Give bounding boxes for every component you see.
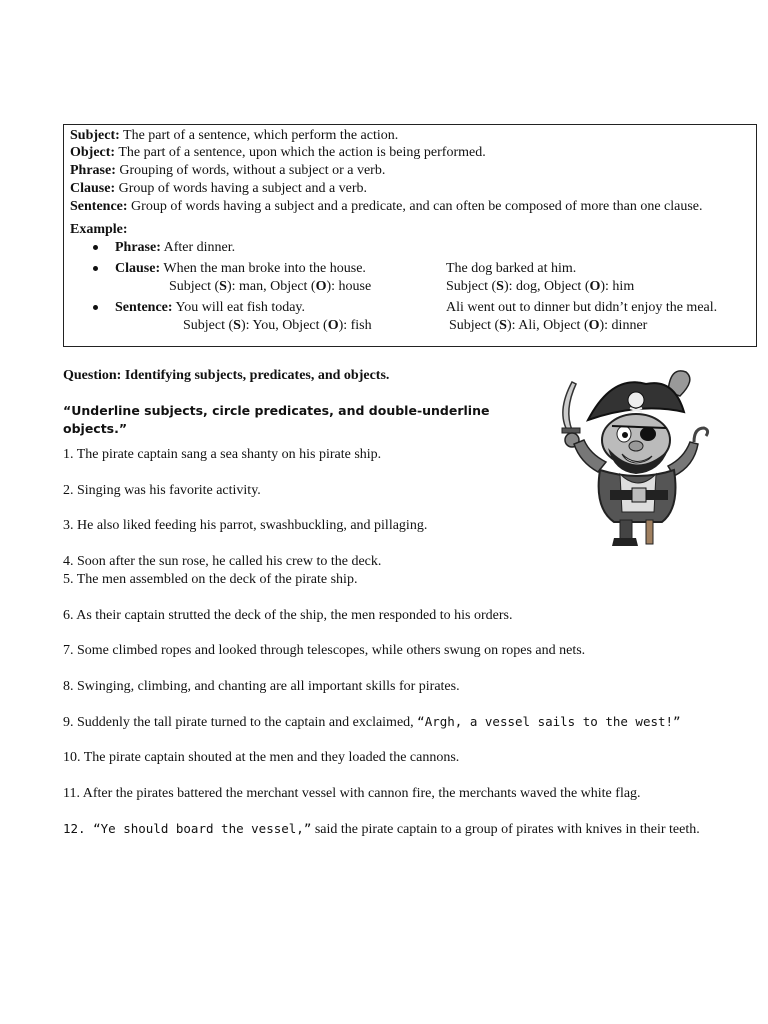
question-title: Question: Identifying subjects, predicates, and objects. bbox=[63, 368, 390, 383]
example-sentence-note-2: Subject (S): Ali, Object (O): dinner bbox=[449, 318, 648, 333]
list-item: 7. Some climbed ropes and looked through telescopes, while others swung on ropes and nets. bbox=[63, 643, 586, 658]
list-item: 2. Singing was his favorite activity. bbox=[63, 483, 261, 498]
list-item: 3. He also liked feeding his parrot, swashbuckling, and pillaging. bbox=[63, 518, 428, 533]
example-clause-note-2: Subject (S): dog, Object (O): him bbox=[446, 279, 635, 294]
definition-clause: Clause: Group of words having a subject and a verb. bbox=[70, 181, 368, 196]
list-item: 1. The pirate captain sang a sea shanty on his pirate ship. bbox=[63, 447, 382, 462]
pirate-captain-illustration bbox=[550, 362, 718, 548]
list-item: 5. The men assembled on the deck of the pirate ship. bbox=[63, 572, 358, 587]
list-item: 11. After the pirates battered the merchant vessel with cannon fire, the merchants waved the white flag. bbox=[63, 786, 641, 801]
bullet-icon bbox=[93, 245, 98, 250]
example-heading: Example: bbox=[70, 222, 128, 237]
example-sentence-note-1: Subject (S): You, Object (O): fish bbox=[183, 318, 372, 333]
list-item: 4. Soon after the sun rose, he called his crew to the deck. bbox=[63, 554, 382, 569]
sword-icon bbox=[563, 382, 576, 432]
definitions-box bbox=[63, 124, 757, 347]
hook-icon bbox=[694, 428, 708, 442]
definition-subject: Subject: The part of a sentence, which perform the action. bbox=[70, 128, 399, 143]
definition-sentence: Sentence: Group of words having a subject and a predicate, and can often be composed of more than one clause. bbox=[70, 199, 703, 214]
list-item: 8. Swinging, climbing, and chanting are all important skills for pirates. bbox=[63, 679, 460, 694]
example-clause-note-1: Subject (S): man, Object (O): house bbox=[169, 279, 372, 294]
example-phrase: Phrase: After dinner. bbox=[115, 240, 236, 255]
example-sentence: Sentence: You will eat fish today. bbox=[115, 300, 306, 315]
example-sentence-second: Ali went out to dinner but didn’t enjoy the meal. bbox=[446, 300, 718, 315]
list-item: 12. “Ye should board the vessel,” said the pirate captain to a group of pirates with knives in their teeth. bbox=[63, 821, 700, 837]
list-item: 9. Suddenly the tall pirate turned to the captain and exclaimed, “Argh, a vessel sails to the west!” bbox=[63, 714, 681, 730]
bullet-icon bbox=[93, 305, 98, 310]
list-item: 10. The pirate captain shouted at the men and they loaded the cannons. bbox=[63, 750, 460, 765]
instruction-line-1: “Underline subjects, circle predicates, and double-underline bbox=[63, 403, 490, 418]
instruction-line-2: objects.” bbox=[63, 421, 128, 436]
list-item: 6. As their captain strutted the deck of the ship, the men responded to his orders. bbox=[63, 608, 513, 623]
definition-object: Object: The part of a sentence, upon which the action is being performed. bbox=[70, 145, 486, 160]
definition-phrase: Phrase: Grouping of words, without a subject or a verb. bbox=[70, 163, 386, 178]
bullet-icon bbox=[93, 266, 98, 271]
example-clause: Clause: When the man broke into the house. bbox=[115, 261, 366, 276]
example-clause-second: The dog barked at him. bbox=[446, 261, 577, 276]
